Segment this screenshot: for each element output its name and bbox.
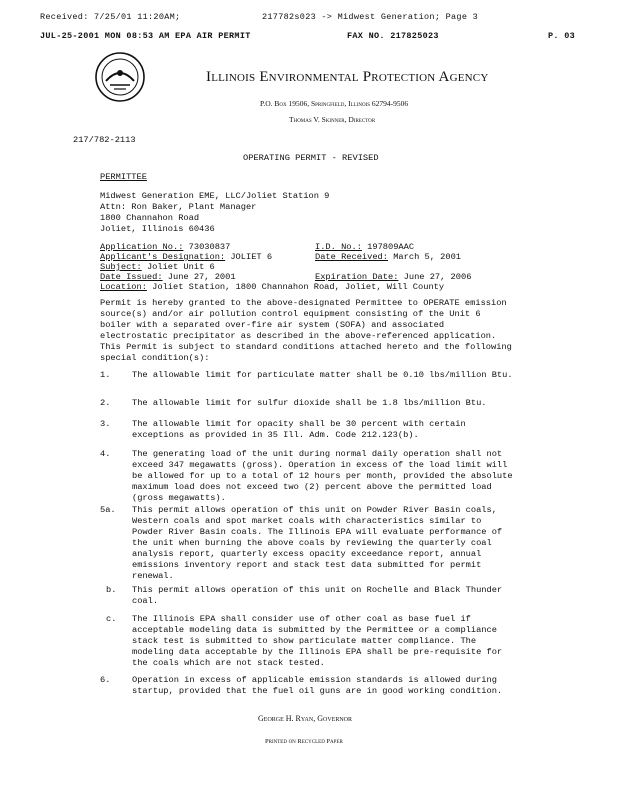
condition-number: b. — [106, 585, 117, 595]
location-row — [100, 282, 444, 293]
condition-text: This permit allows operation of this unit on Powder River Basin coals, Western coals and spot market coals with characteristics similar to Powder River Basin coals. The Illinois EPA will evaluate performance of the unit when burning the above coals by reviewing the quarterly coal analysis report, quarterly excess opacity exceedance report, annual emissions inventory report and stack test data submitted for permit renewal. — [132, 505, 503, 581]
condition-number: 2. — [100, 398, 111, 408]
agency-director: Thomas V. Skinner, Director — [289, 115, 376, 124]
subject-value: Joliet Unit 6 — [146, 262, 215, 272]
application-no-label: Application No.: — [100, 242, 184, 252]
phone-number: 217/782-2113 — [73, 135, 136, 145]
designation-label: Applicant's Designation: — [100, 252, 226, 262]
agency-address: P.O. Box 19506, Springfield, Illinois 62794-9506 — [260, 99, 409, 108]
fax-number: FAX NO. 217825023 — [347, 31, 439, 41]
condition-number: c. — [106, 614, 117, 624]
permittee-heading: PERMITTEE — [100, 172, 147, 182]
date-received-value: March 5, 2001 — [393, 252, 461, 262]
permittee-line: Attn: Ron Baker, Plant Manager — [100, 202, 257, 212]
expiration-value: June 27, 2006 — [403, 272, 472, 282]
condition-text: The generating load of the unit during normal daily operation shall not exceed 347 megawatts (gross). Operation in excess of the load limit will be allowed for up to a total of 12 hours per month, provided the absolute maximum load does not exceed two (2) percent above the permitted load (gross megawatts). — [132, 449, 513, 503]
location-value: Joliet Station, 1800 Channahon Road, Joliet, Will County — [152, 282, 445, 292]
condition-text: This permit allows operation of this unit on Rochelle and Black Thunder coal. — [132, 585, 503, 606]
id-no-label: I.D. No.: — [315, 242, 362, 252]
illinois-seal-icon — [94, 51, 146, 103]
id-no-value: 197809AAC — [367, 242, 415, 252]
expiration-label: Expiration Date: — [315, 272, 399, 282]
designation-value: JOLIET 6 — [230, 252, 273, 262]
fax-timestamp-line: JUL-25-2001 MON 08:53 AM EPA AIR PERMIT — [40, 31, 251, 41]
permittee-line: 1800 Channahon Road — [100, 213, 200, 223]
condition-number: 6. — [100, 675, 111, 685]
permit-intro-paragraph: Permit is hereby granted to the above-designated Permittee to OPERATE emission source(s) and/or air pollution control equipment consisting of the Unit 6 boiler with a separated over-fire air system (SOFA) and associated electrostatic precipitator as described in the above-referenced application. This Permit is subject to standard conditions attached hereto and the following special condition(s): — [100, 298, 512, 363]
condition-text: The allowable limit for opacity shall be 30 percent with certain exceptions as provided in 35 Ill. Adm. Code 212.123(b). — [132, 419, 466, 440]
document-title: OPERATING PERMIT - REVISED — [243, 153, 379, 163]
date-received-row — [315, 252, 461, 263]
fax-transmission-line: 217782s023 -> Midwest Generation; Page 3 — [262, 12, 479, 22]
recycled-paper-note: Printed on Recycled Paper — [265, 738, 343, 745]
application-no-value: 73030837 — [188, 242, 231, 252]
condition-number: 5a. — [100, 505, 116, 515]
agency-name: Illinois Environmental Protection Agency — [206, 69, 489, 85]
condition-text: The allowable limit for particulate matter shall be 0.10 lbs/million Btu. — [132, 370, 513, 380]
fax-received-line: Received: 7/25/01 11:20AM; — [40, 12, 181, 22]
condition-text: Operation in excess of applicable emission standards is allowed during startup, provided that the fuel oil guns are in good working condition. — [132, 675, 503, 696]
condition-number: 4. — [100, 449, 111, 459]
condition-text: The Illinois EPA shall consider use of other coal as base fuel if acceptable modeling data is submitted by the Permittee or a compliance stack test is submitted to show particulate matter compliance. The modeling data acceptable by the Illinois EPA shall be pre-requisite for the coals which are not stack tested. — [132, 614, 503, 668]
permittee-line: Joliet, Illinois 60436 — [100, 224, 215, 234]
date-issued-value: June 27, 2001 — [167, 272, 236, 282]
fax-page-number: P. 03 — [548, 31, 576, 41]
date-received-label: Date Received: — [315, 252, 388, 262]
condition-number: 3. — [100, 419, 111, 429]
permittee-line: Midwest Generation EME, LLC/Joliet Station 9 — [100, 191, 330, 201]
date-issued-label: Date Issued: — [100, 272, 163, 282]
location-label: Location: — [100, 282, 147, 292]
governor-footer: George H. Ryan, Governor — [258, 714, 353, 723]
condition-number: 1. — [100, 370, 111, 380]
condition-text: The allowable limit for sulfur dioxide shall be 1.8 lbs/million Btu. — [132, 398, 487, 408]
subject-label: Subject: — [100, 262, 142, 272]
